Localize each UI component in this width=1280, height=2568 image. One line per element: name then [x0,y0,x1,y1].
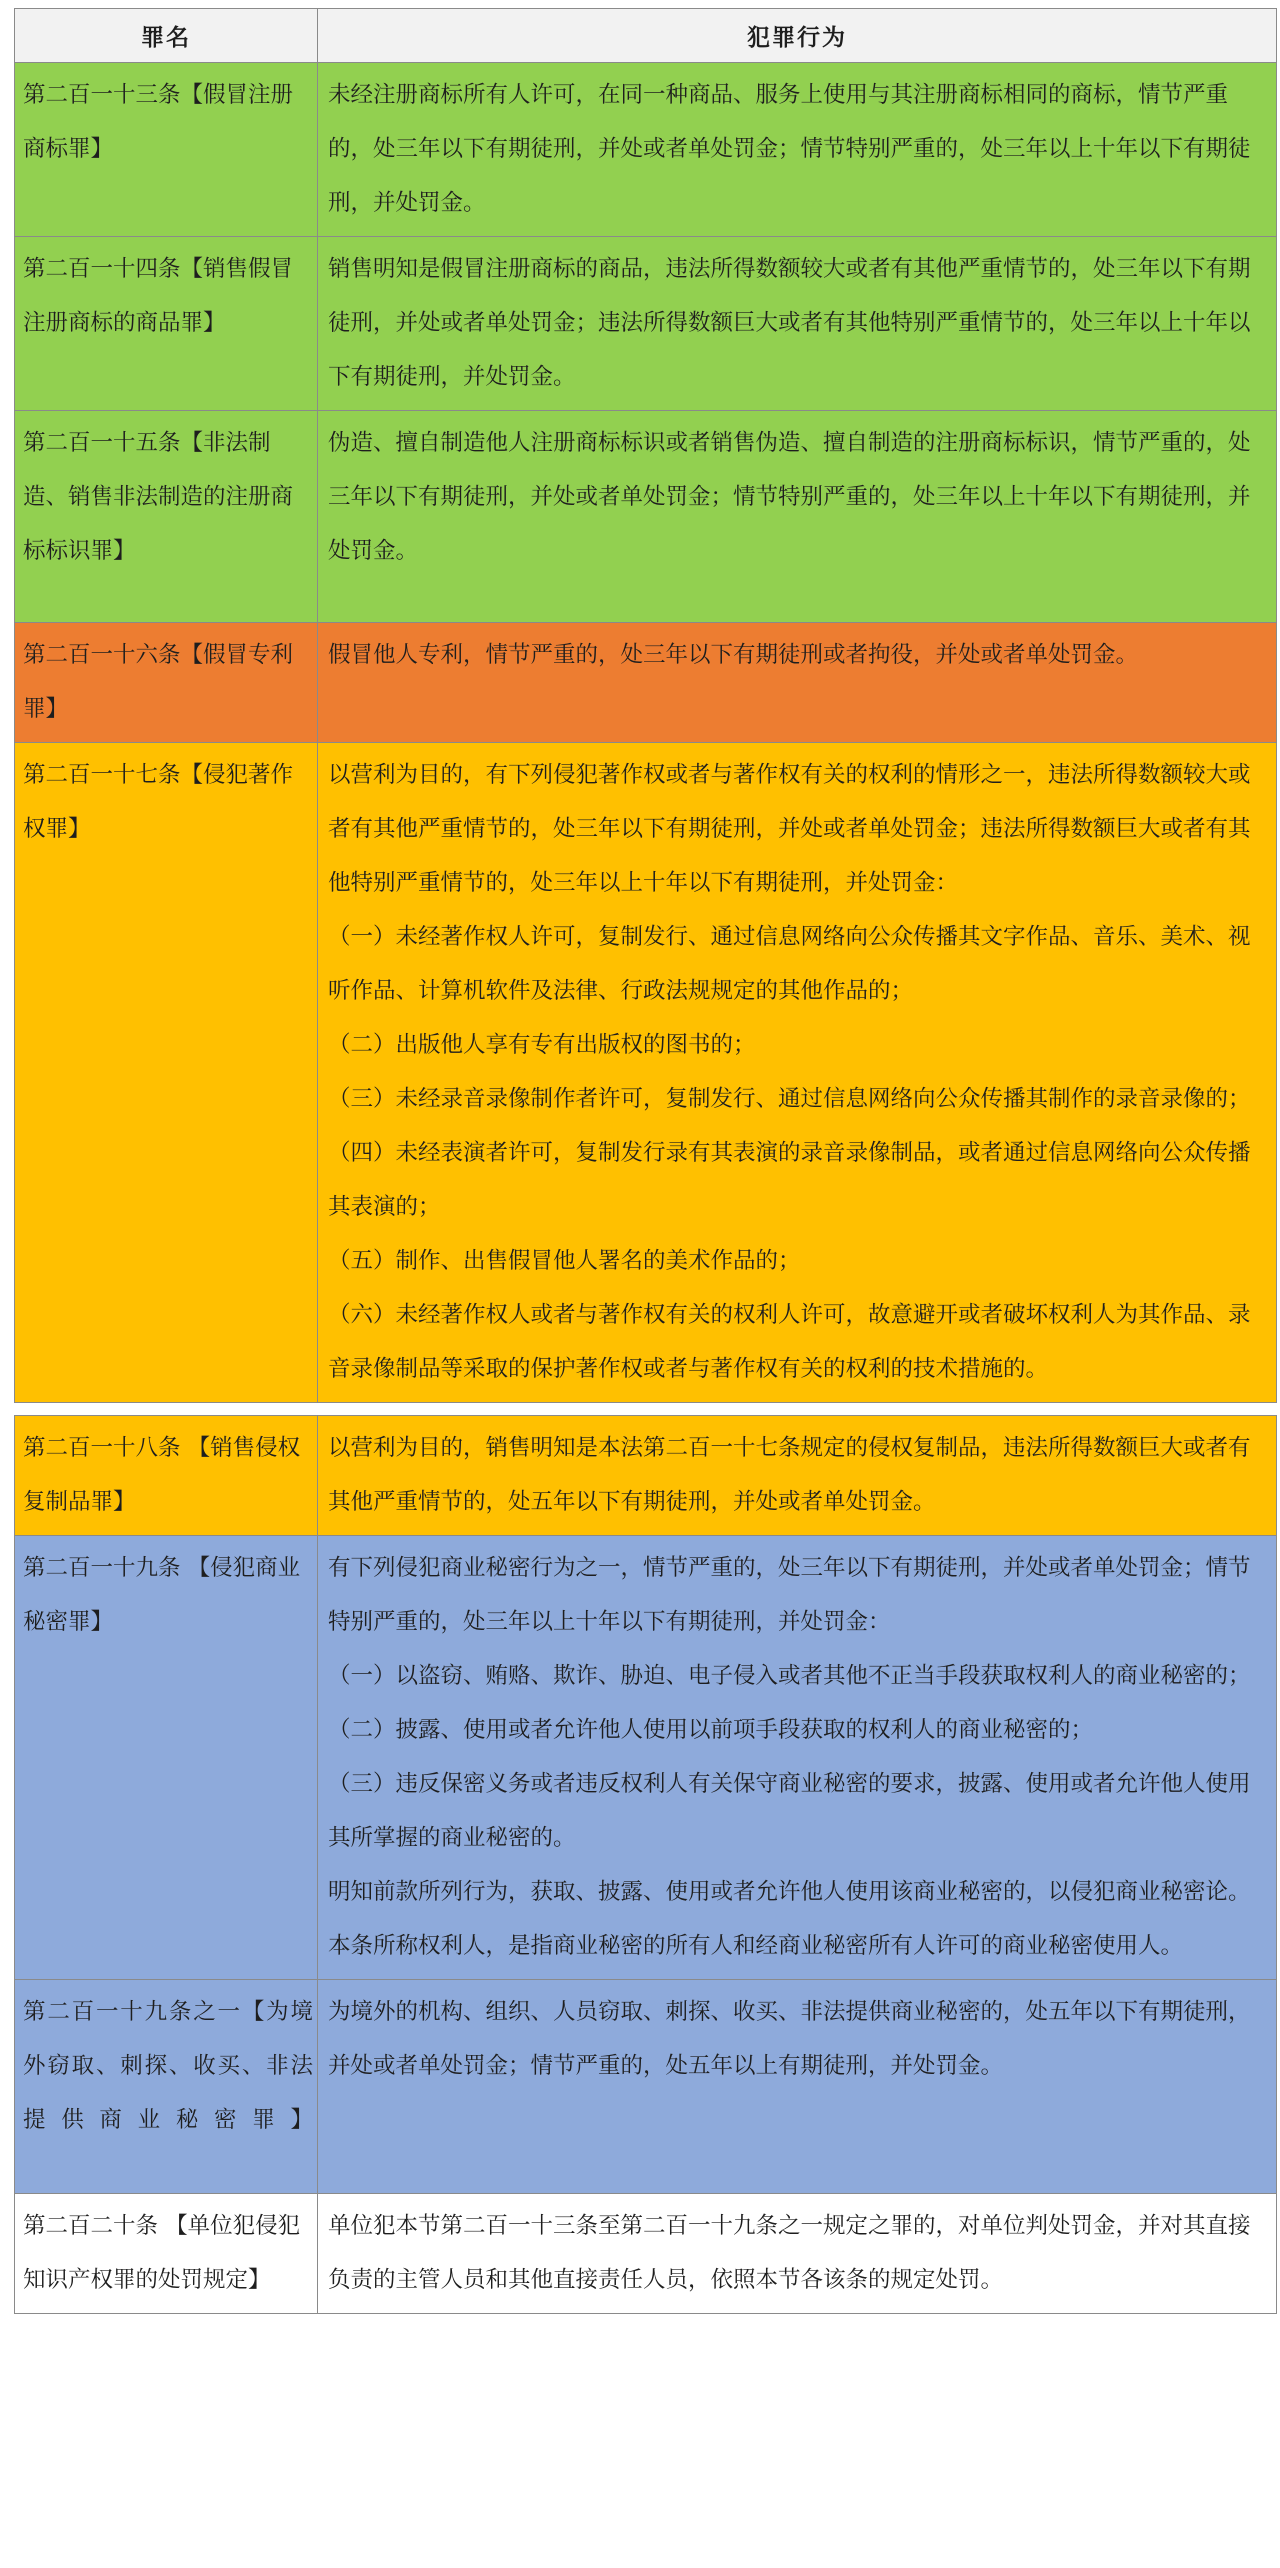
act-paragraph: （六）未经著作权人或者与著作权有关的权利人许可，故意避开或者破坏权利人为其作品、录音录像制品等采取的保护著作权或者与著作权有关的权利的技术措施的。 [328,1302,1251,1382]
crime-name-216: 第二百一十六条【假冒专利罪】 [15,623,318,743]
table-row [15,1536,1277,1980]
crime-name-217: 第二百一十七条【侵犯著作权罪】 [15,743,318,1403]
table-row [15,1416,1277,1536]
crime-act-213 [318,63,1277,237]
act-paragraph: （三）未经录音录像制作者许可，复制发行、通过信息网络向公众传播其制作的录音录像的； [328,1086,1251,1112]
crime-act-219 [318,1536,1277,1980]
table-row [15,623,1277,743]
act-paragraph: 为境外的机构、组织、人员窃取、刺探、收买、非法提供商业秘密的，处五年以下有期徒刑，并处或者单处罚金；情节严重的，处五年以上有期徒刑，并处罚金。 [328,1999,1251,2079]
act-paragraph: 本条所称权利人，是指商业秘密的所有人和经商业秘密所有人许可的商业秘密使用人。 [328,1933,1184,1959]
crime-act-216 [318,623,1277,743]
crime-name-219-1: 第二百一十九条之一【为境外窃取、刺探、收买、非法提供商业秘密罪】 [15,1980,318,2194]
crime-act-214 [318,237,1277,411]
act-paragraph: （三）违反保密义务或者违反权利人有关保守商业秘密的要求，披露、使用或者允许他人使用其所掌握的商业秘密的。 [328,1771,1251,1851]
act-paragraph: 以营利为目的，销售明知是本法第二百一十七条规定的侵权复制品，违法所得数额巨大或者有其他严重情节的，处五年以下有期徒刑，并处或者单处罚金。 [328,1435,1251,1515]
act-paragraph: （一）未经著作权人许可，复制发行、通过信息网络向公众传播其文字作品、音乐、美术、视听作品、计算机软件及法律、行政法规规定的其他作品的； [328,924,1251,1004]
act-paragraph: （二）披露、使用或者允许他人使用以前项手段获取的权利人的商业秘密的； [328,1717,1094,1743]
act-paragraph: 假冒他人专利，情节严重的，处三年以下有期徒刑或者拘役，并处或者单处罚金。 [328,642,1139,668]
crime-table-upper [14,8,1277,1403]
table-row [15,237,1277,411]
crime-act-218 [318,1416,1277,1536]
act-paragraph: 以营利为目的，有下列侵犯著作权或者与著作权有关的权利的情形之一，违法所得数额较大或者有其他严重情节的，处三年以下有期徒刑，并处或者单处罚金；违法所得数额巨大或者有其他特别严重情节的，处三年以上十年以下有期徒刑，并处罚金： [328,762,1251,896]
act-paragraph: （一）以盗窃、贿赂、欺诈、胁迫、电子侵入或者其他不正当手段获取权利人的商业秘密的； [328,1663,1251,1689]
crime-name-214: 第二百一十四条【销售假冒注册商标的商品罪】 [15,237,318,411]
crime-table-lower [14,1415,1277,2314]
table-row [15,743,1277,1403]
crime-name-215: 第二百一十五条【非法制造、销售非法制造的注册商标标识罪】 [15,411,318,623]
table-row [15,1980,1277,2194]
crime-name-220: 第二百二十条 【单位犯侵犯知识产权罪的处罚规定】 [15,2194,318,2314]
crime-name-218: 第二百一十八条 【销售侵权复制品罪】 [15,1416,318,1536]
table-row [15,411,1277,623]
crime-name-213: 第二百一十三条【假冒注册商标罪】 [15,63,318,237]
header-criminal-act: 犯罪行为 [318,9,1277,63]
crime-table-sheet [14,8,1276,2314]
act-paragraph: 伪造、擅自制造他人注册商标标识或者销售伪造、擅自制造的注册商标标识，情节严重的，处三年以下有期徒刑，并处或者单处罚金；情节特别严重的，处三年以上十年以下有期徒刑，并处罚金。 [328,430,1251,564]
crime-act-220 [318,2194,1277,2314]
crime-act-217 [318,743,1277,1403]
crime-act-219-1 [318,1980,1277,2194]
act-paragraph: （五）制作、出售假冒他人署名的美术作品的； [328,1248,801,1274]
act-paragraph: 单位犯本节第二百一十三条至第二百一十九条之一规定之罪的，对单位判处罚金，并对其直接负责的主管人员和其他直接责任人员，依照本节各该条的规定处罚。 [328,2213,1251,2293]
header-crime-name: 罪名 [15,9,318,63]
act-paragraph: 销售明知是假冒注册商标的商品，违法所得数额较大或者有其他严重情节的，处三年以下有期徒刑，并处或者单处罚金；违法所得数额巨大或者有其他特别严重情节的，处三年以上十年以下有期徒刑，并处罚金。 [328,256,1251,390]
table-header-row [15,9,1277,63]
act-paragraph: 明知前款所列行为，获取、披露、使用或者允许他人使用该商业秘密的，以侵犯商业秘密论。 [328,1879,1251,1905]
table-row [15,63,1277,237]
table-gap [14,1403,1276,1415]
act-paragraph: 未经注册商标所有人许可，在同一种商品、服务上使用与其注册商标相同的商标，情节严重的，处三年以下有期徒刑，并处或者单处罚金；情节特别严重的，处三年以上十年以下有期徒刑，并处罚金。 [328,82,1251,216]
crime-name-219: 第二百一十九条 【侵犯商业秘密罪】 [15,1536,318,1980]
crime-act-215 [318,411,1277,623]
table-row [15,2194,1277,2314]
act-paragraph: （四）未经表演者许可，复制发行录有其表演的录音录像制品，或者通过信息网络向公众传播其表演的； [328,1140,1251,1220]
act-paragraph: 有下列侵犯商业秘密行为之一，情节严重的，处三年以下有期徒刑，并处或者单处罚金；情节特别严重的，处三年以上十年以下有期徒刑，并处罚金： [328,1555,1251,1635]
act-paragraph: （二）出版他人享有专有出版权的图书的； [328,1032,756,1058]
